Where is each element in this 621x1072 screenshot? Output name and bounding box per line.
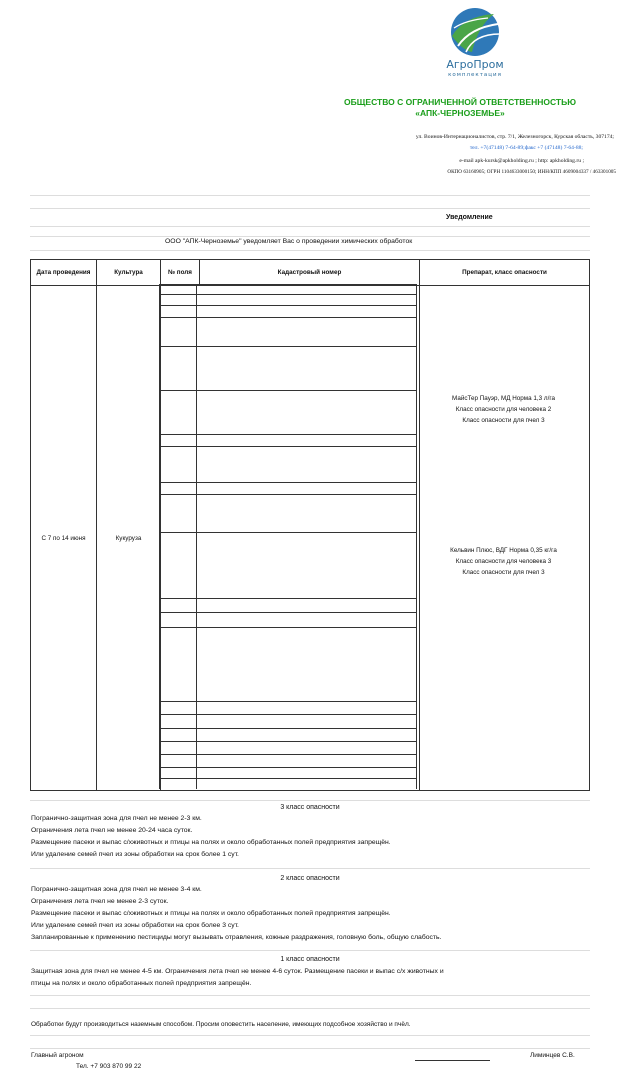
hazard3-line: Размещение пасеки и выпас с/хживотных и птицы на полях и около обработанных полей предприятия запрещён. (31, 839, 391, 846)
product-2-human-class: Класс опасности для человека 3 (455, 558, 552, 565)
hazard1-line: птицы на полях и около обработанных полей предприятия запрещён. (31, 980, 252, 987)
product-1-bee-class: Класс опасности для пчел 3 (462, 417, 545, 424)
signer-phone: Тел. +7 903 870 99 22 (76, 1063, 142, 1070)
method-note: Обработки будут производиться наземным способом. Просим оповестить население, имеющих подсобное хозяйство и пчёл. (31, 1021, 411, 1028)
hazard1-title: 1 класс опасности (280, 956, 340, 963)
product-2-bee-class: Класс опасности для пчел 3 (462, 569, 545, 576)
signature-line (415, 1060, 490, 1061)
hazard2-title: 2 класс опасности (280, 875, 340, 882)
product-cell (420, 286, 590, 791)
header-culture: Культура (97, 260, 161, 286)
logo-brand-2: Пром (473, 58, 504, 71)
company-logo (444, 6, 506, 80)
hazard3-line: Погранично-защитная зона для пчел не менее 2-3 км. (31, 815, 202, 822)
product-2 (417, 545, 590, 578)
document-intro: ООО "АПК-Черноземье" уведомляет Вас о проведении химических обработок (165, 238, 413, 245)
culture-value: Кукуруза (115, 534, 142, 542)
product-1-human-class: Класс опасности для человека 2 (455, 406, 552, 413)
date-cell (31, 286, 97, 791)
header-cadastral: Кадастровый номер (200, 260, 420, 286)
wheat-globe-icon (444, 6, 506, 58)
hazard2-line: Запланированные к применению пестициды могут вызывать отравления, кожные раздражения, головную боль, общую слабость. (31, 934, 442, 941)
hazard3-line: Или удаление семей пчел из зоны обработки на срок более 1 сут. (31, 851, 239, 858)
hazard2-line: Ограничения лета пчел не менее 2-3 суток. (31, 898, 169, 905)
header-date: Дата проведения (31, 260, 97, 286)
hazard3-title: 3 класс опасности (280, 804, 340, 811)
company-email: e-mail apk-kursk@apkholding.ru ; http: apkholding.ru ; (459, 158, 584, 164)
logo-subtitle: комплектация (448, 72, 502, 78)
hazard3-line: Ограничения лета пчел не менее 20-24 часа суток. (31, 827, 193, 834)
product-1-name: МайсТер Пауэр, МД Норма 1,3 л/га (452, 395, 555, 402)
hazard2-line: Погранично-защитная зона для пчел не менее 3-4 км. (31, 886, 202, 893)
logo-brand-1: Агро (446, 58, 474, 71)
signer-position: Главный агроном (31, 1052, 84, 1059)
document-title: Уведомление (446, 214, 493, 221)
treatment-table (30, 259, 590, 791)
company-address: ул. Воинов-Интернационалистов, стр. 7/1, Железногорск, Курская область, 307174; (415, 134, 614, 140)
company-phones: тел. +7(47148) 7-64-89;факс +7 (47148) 7-64-88; (469, 145, 583, 151)
hazard1-line: Защитная зона для пчел не менее 4-5 км. Ограничения лета пчел не менее 4-6 суток. Размещение пасеки и выпас с/х животных и (31, 968, 444, 975)
hazard2-line: Или удаление семей пчел из зоны обработки на срок более 3 сут. (31, 922, 239, 929)
header-field: № поля (161, 260, 200, 286)
company-codes: ОКПО 63160905; ОГРН 1104633000150; ИНН/КПП 4609004337 / 463301005 (447, 169, 616, 175)
product-1 (417, 393, 590, 426)
date-value: С 7 по 14 июня (41, 534, 86, 542)
company-short-name: «АПК-ЧЕРНОЗЕМЬЕ» (415, 108, 505, 118)
signer-name: Лиминцев С.В. (530, 1052, 575, 1059)
company-name: ОБЩЕСТВО С ОГРАНИЧЕННОЙ ОТВЕТСТВЕННОСТЬЮ (344, 97, 576, 107)
culture-cell (97, 286, 161, 791)
header-product: Препарат, класс опасности (420, 260, 590, 286)
hazard2-line: Размещение пасеки и выпас с/хживотных и птицы на полях и около обработанных полей предприятия запрещён. (31, 910, 391, 917)
product-2-name: Кельвин Плюс, ВДГ Норма 0,35 кг/га (450, 547, 557, 554)
